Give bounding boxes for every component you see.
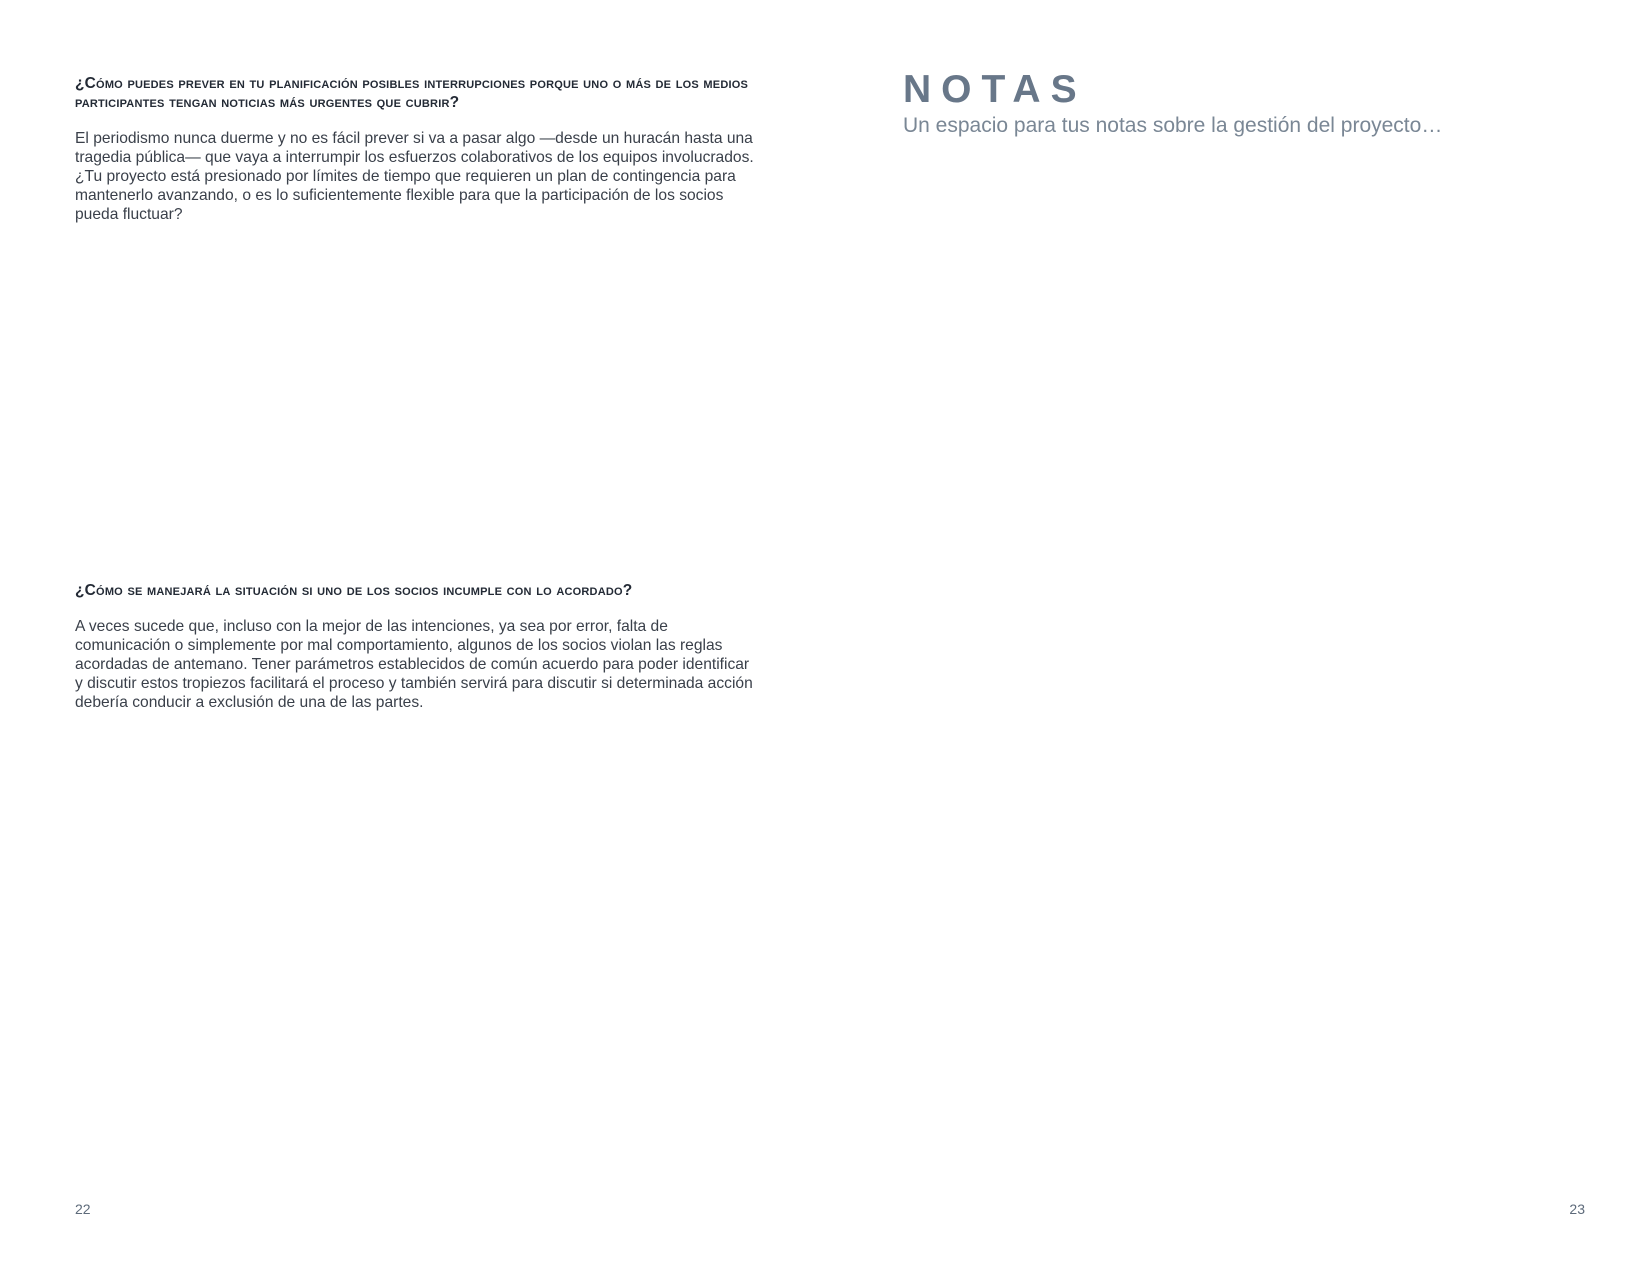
question-section-interruptions <box>75 74 755 224</box>
notes-title: NOTAS <box>903 68 1087 111</box>
question-body: A veces sucede que, incluso con la mejor de las intenciones, ya sea por error, falta de comunicación o simplemente por mal comportamiento, algunos de los socios violan las reglas acordadas de antemano. Tener parámetros establecidos de común acuerdo para poder identificar y discutir estos tropiezos facilitará el proceso y también servirá para discutir si determinada acción debería conducir a exclusión de una de las partes. <box>75 618 753 711</box>
page-number: 22 <box>75 1201 91 1217</box>
question-section-breach <box>75 581 755 712</box>
notes-subtitle: Un espacio para tus notas sobre la gestión del proyecto… <box>903 114 1443 137</box>
page-number: 23 <box>1569 1201 1585 1217</box>
question-body: El periodismo nunca duerme y no es fácil prever si va a pasar algo —desde un huracán hasta una tragedia pública— que vaya a interrumpir los esfuerzos colaborativos de los equipos involucrados. ¿Tu proyecto está presionado por límites de tiempo que requieren un plan de contingencia para mantenerlo avanzando, o es lo suficientemente flexible para que la participación de los socios pueda fluctuar? <box>75 130 754 223</box>
right-page <box>825 0 1650 1275</box>
question-heading: ¿Cómo se manejará la situación si uno de los socios incumple con lo acordado? <box>75 582 633 599</box>
question-heading: ¿Cómo puedes prever en tu planificación posibles interrupciones porque uno o más de los medios participantes tengan noticias más urgentes que cubrir? <box>75 75 749 111</box>
